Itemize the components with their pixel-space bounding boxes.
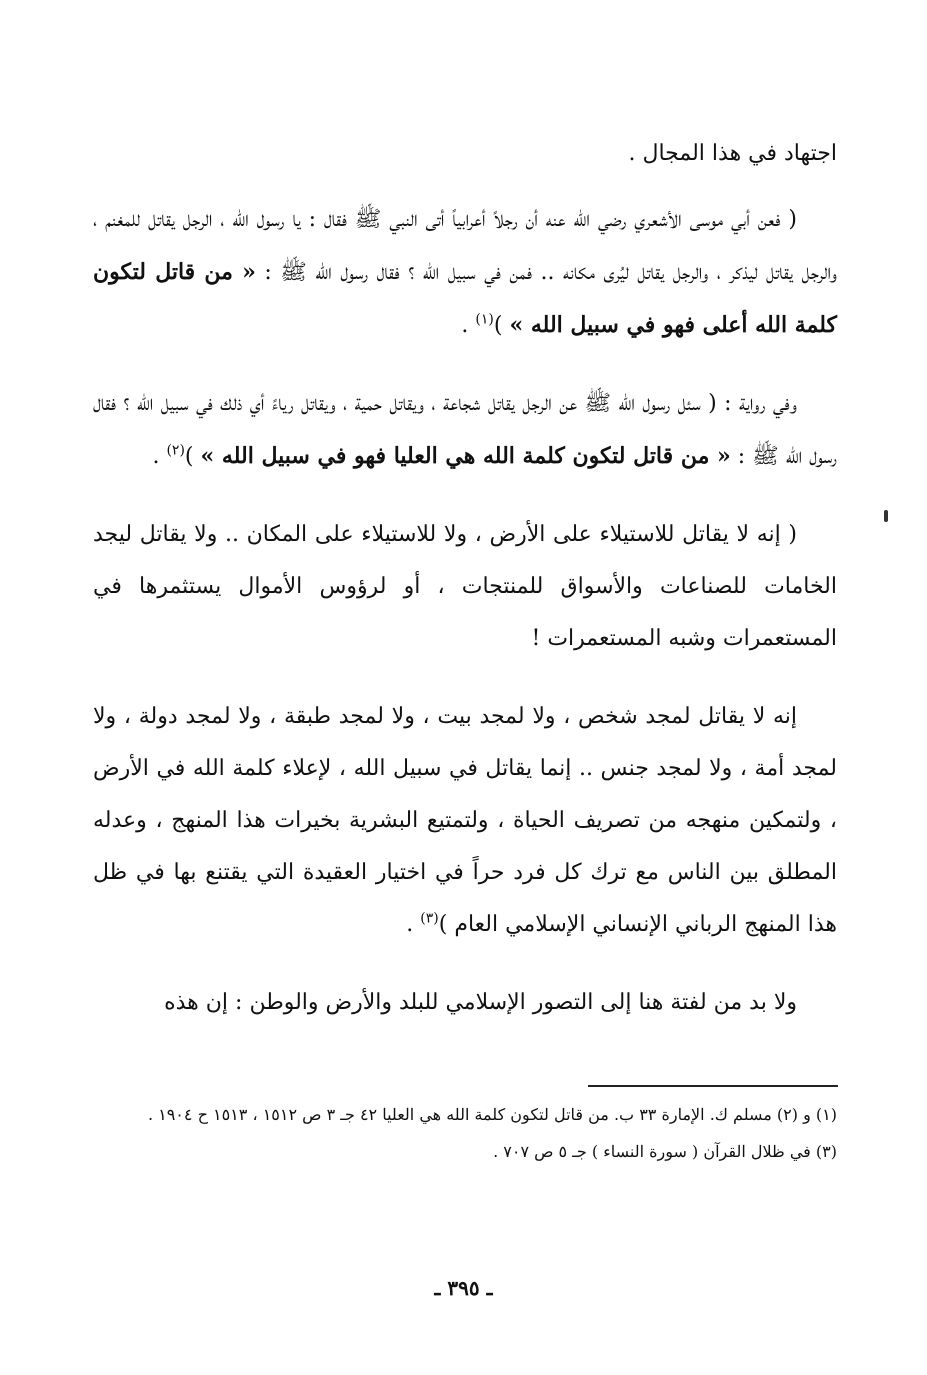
main-text <box>93 128 837 1055</box>
hadith-quote: « من قاتل لتكون كلمة الله هي العليا فهو في سبيل الله » <box>200 443 731 469</box>
paragraph-text: اجتهاد في هذا المجال . <box>628 141 837 166</box>
paragraph-text: ولا بد من لفتة هنا إلى التصور الإسلامي للبلد والأرض والوطن : إن هذه <box>164 990 797 1015</box>
footnote-item: (١) و (٢) مسلم ك. الإمارة ٣٣ ب. من قاتل لتكون كلمة الله هي العليا ٤٢ جـ ٣ ص ١٥١٢ ، ١٥١٣ ح ١٩٠٤ . <box>147 1105 837 1124</box>
paragraph-text: ) <box>184 444 201 469</box>
paragraph-text: وفي رواية : ( سئل رسول الله ﷺ عن الرجل يقاتل شجاعة ، ويقاتل حمية ، ويقاتل رياءً أي ذلك في سبيل الله ؟ فقال رسول الله ﷺ : <box>93 391 837 469</box>
paragraph-hadith-riwaya <box>93 378 837 483</box>
paragraph-not-for-land <box>93 509 837 665</box>
paragraph-text: ) <box>493 313 510 338</box>
footnote-ref: (٣) <box>420 910 439 927</box>
paragraph-text: . <box>152 444 167 469</box>
footnotes <box>93 1098 837 1172</box>
footnote-divider <box>588 1085 838 1087</box>
paragraph-intro-line <box>93 128 837 180</box>
page-number: ـ ٣٩٥ ـ <box>434 1276 493 1300</box>
paragraph-text: ( إنه لا يقاتل للاستيلاء على الأرض ، ولا للاستيلاء على المكان .. ولا يقاتل ليجد الخامات للصناعات والأسواق للمنتجات ، أو لرؤوس الأموال يستثمرها في المستعمرات وشبه المستعمرات ! <box>93 522 837 651</box>
margin-mark <box>884 510 888 522</box>
footnote-ref: (١) <box>475 311 494 328</box>
paragraph-homeland <box>93 977 837 1029</box>
paragraph-not-for-glory <box>93 691 837 951</box>
hadith-quote: « من قاتل لتكون كلمة الله أعلى فهو في سبيل الله » <box>93 259 837 338</box>
paragraph-text: ( فعن أبي موسى الأشعري رضي الله عنه أن رجلاً أعرابياً أتى النبي ﷺ فقال : يا رسول الله ، الرجل يقاتل للمغنم ، والرجل يقاتل ليذكر ، والرجل يقاتل ليُرى مكانه .. فمن في سبيل الله ؟ فقال رسول الله ﷺ : <box>93 207 837 285</box>
paragraph-hadith-abu-musa <box>93 194 837 352</box>
paragraph-text: . <box>406 912 421 937</box>
footnote-ref: (٢) <box>166 442 185 459</box>
paragraph-text: . <box>461 313 476 338</box>
paragraph-text: إنه لا يقاتل لمجد شخص ، ولا لمجد بيت ، ولا لمجد طبقة ، ولا لمجد دولة ، ولا لمجد أمة ، ولا لمجد جنس .. إنما يقاتل في سبيل الله ، لإعلاء كلمة الله في الأرض ، ولتمكين منهجه من تصريف الحياة ، ولتمتيع البشرية بخيرات هذا المنهج ، وعدله المطلق بين الناس مع ترك كل فرد حراً في اختيار العقيدة التي يقتنع بها في ظل هذا المنهج الرباني الإنساني الإسلامي العام ) <box>93 704 837 937</box>
footnote-item: (٣) في ظلال القرآن ( سورة النساء ) جـ ٥ ص ٧٠٧ . <box>493 1142 837 1161</box>
